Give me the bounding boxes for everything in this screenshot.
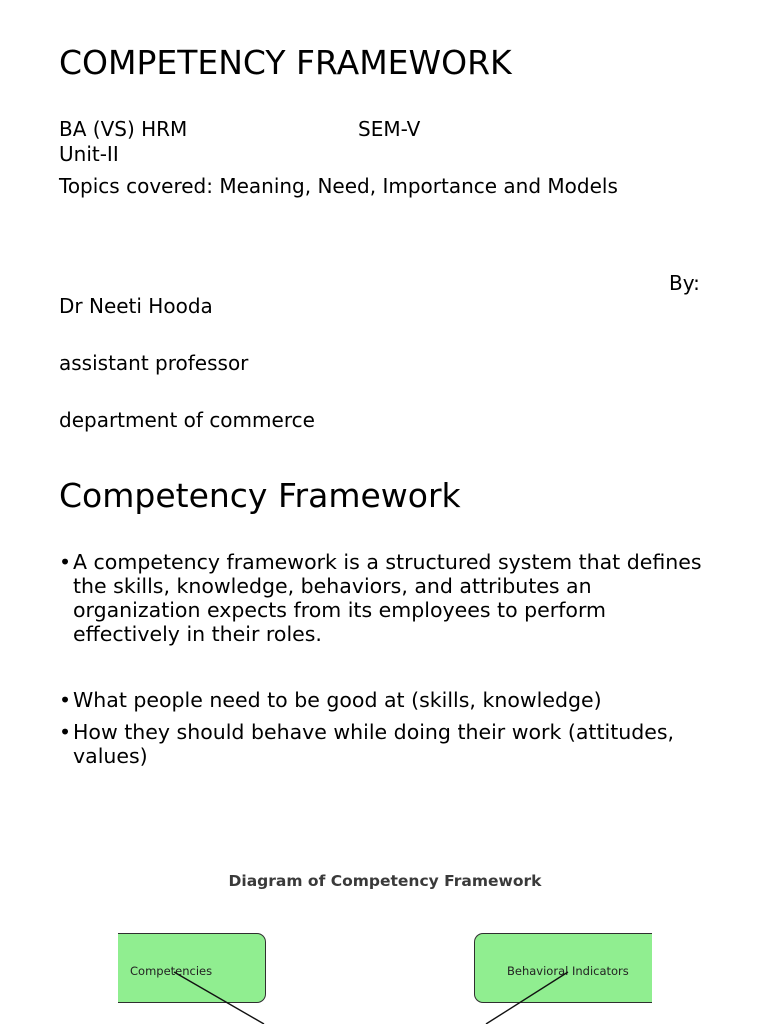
author-name: Dr Neeti Hooda [59,294,213,318]
competencies-label: Competencies [130,964,213,978]
bullet-marker: • [59,720,72,744]
connector-line-left [174,972,264,1024]
bullet-item [59,688,719,712]
bullet-text: A competency framework is a structured system that defines the skills, knowledge, behaviors, and attributes an organization expects from its employees to perform effectively in their roles. [73,550,702,646]
semester-label: SEM-V [358,117,421,141]
bullet-item [59,720,719,768]
slide-title: COMPETENCY FRAMEWORK [59,43,512,82]
author-designation: assistant professor [59,351,249,375]
bullet-text: What people need to be good at (skills, knowledge) [73,688,602,712]
course-label: BA (VS) HRM [59,117,188,141]
connector-lines [118,858,652,1024]
behavioral-indicators-label: Behavioral Indicators [507,964,629,978]
bullet-marker: • [59,550,72,574]
author-department: department of commerce [59,408,315,432]
bullet-item [59,550,719,646]
connector-line-right [486,972,568,1024]
section-heading: Competency Framework [59,476,461,515]
bullet-marker: • [59,688,72,712]
competency-diagram [118,858,652,1024]
bullet-text: How they should behave while doing their work (attitudes, values) [73,720,675,768]
by-label: By: [669,271,700,295]
topics-covered: Topics covered: Meaning, Need, Importance and Models [59,174,618,198]
unit-label: Unit-II [59,142,119,166]
diagram-title: Diagram of Competency Framework [228,872,542,890]
